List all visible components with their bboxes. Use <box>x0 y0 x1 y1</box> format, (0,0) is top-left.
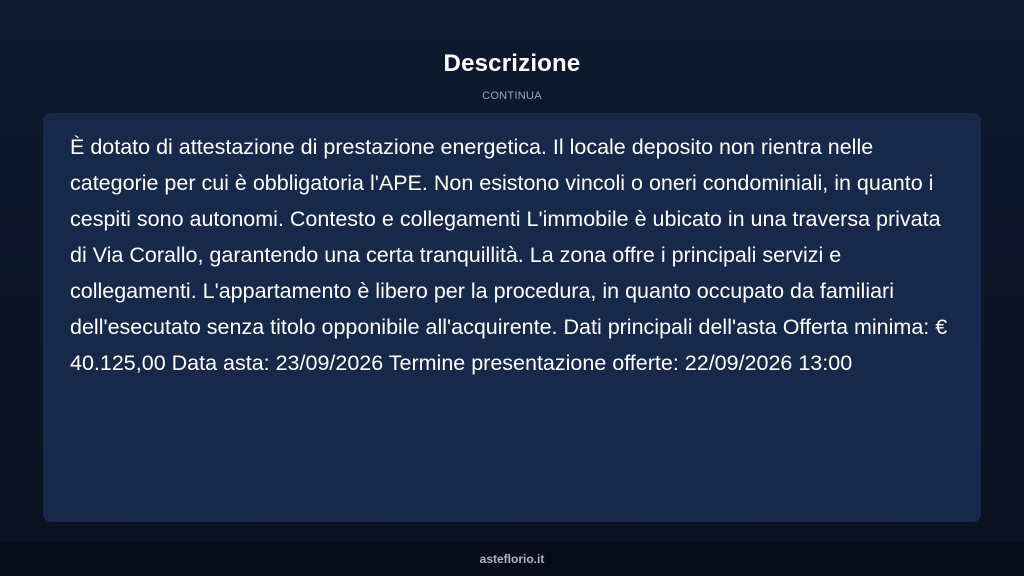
footer <box>0 543 1024 576</box>
description-card <box>43 113 981 522</box>
page-title: Descrizione <box>443 50 581 77</box>
header <box>0 0 1024 110</box>
site-name: asteflorio.it <box>479 552 545 566</box>
description-text: È dotato di attestazione di prestazione energetica. Il locale deposito non rientra nelle categorie per cui è obbligatoria l'APE. Non esistono vincoli o oneri condominiali, in quanto i cespiti sono autonomi. Contesto e collegamenti L'immobile è ubicato in una traversa privata di Via Corallo, garantendo una certa tranquillità. La zona offre i principali servizi e collegamenti. L'appartamento è libero per la procedura, in quanto occupato da familiari dell'esecutato senza titolo opponibile all'acquirente. Dati principali dell'asta Offerta minima: € 40.125,00 Data asta: 23/09/2026 Termine presentazione offerte: 22/09/2026 13:00 <box>70 135 948 375</box>
continua-label: CONTINUA <box>482 90 542 102</box>
